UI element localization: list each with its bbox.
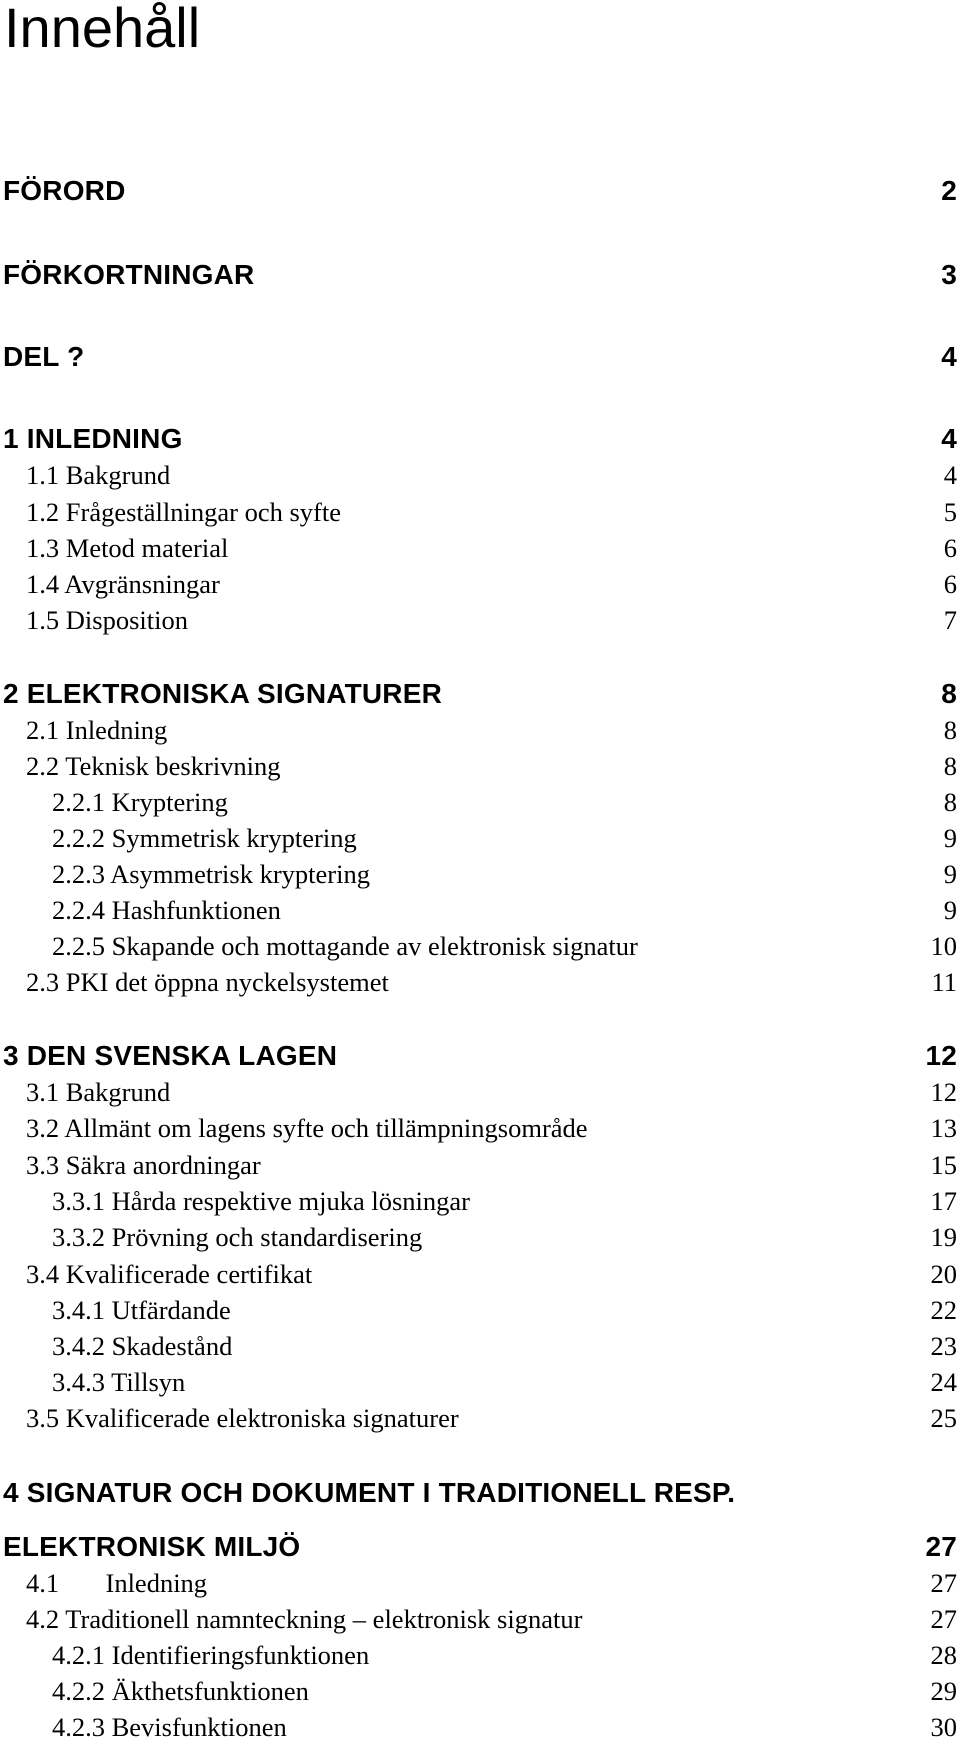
toc-entry-label: 2.2.5 Skapande och mottagande av elektronisk signatur <box>52 931 638 961</box>
toc-entry-page: 12 <box>925 1040 957 1071</box>
toc-entry[interactable] <box>0 748 960 784</box>
page-title: Innehåll <box>4 0 201 59</box>
toc-entry[interactable] <box>0 257 960 293</box>
toc-entry[interactable] <box>0 494 960 530</box>
toc-entry-label: 3.3.2 Prövning och standardisering <box>52 1222 423 1252</box>
toc-entry-label: 2 ELEKTRONISKA SIGNATURER <box>3 678 443 709</box>
toc-entry-page: 15 <box>930 1150 957 1180</box>
toc-entry[interactable] <box>0 892 960 928</box>
toc-entry-page: 9 <box>943 859 957 889</box>
toc-entry-label: 2.2.1 Kryptering <box>52 787 228 817</box>
toc-entry-page: 27 <box>930 1568 957 1598</box>
toc-entry-label: FÖRKORTNINGAR <box>3 259 255 290</box>
toc-entry-page: 6 <box>943 569 957 599</box>
toc-entry-page: 17 <box>930 1186 957 1216</box>
toc-entry-page: 28 <box>930 1640 957 1670</box>
toc-entry-page: 12 <box>930 1077 957 1107</box>
toc-entry[interactable] <box>0 1256 960 1292</box>
toc-entry-page: 4 <box>941 423 957 454</box>
toc-entry-page: 3 <box>941 259 957 290</box>
toc-entry-page: 8 <box>943 715 957 745</box>
toc-entry-label: 2.2.2 Symmetrisk kryptering <box>52 823 357 853</box>
toc-entry[interactable] <box>0 1147 960 1183</box>
toc-entry[interactable] <box>0 1565 960 1601</box>
toc-entry-label: 2.2.3 Asymmetrisk kryptering <box>52 859 370 889</box>
toc-entry[interactable] <box>0 566 960 602</box>
toc-entry-label: 3.4.3 Tillsyn <box>52 1367 186 1397</box>
toc-entry-label: 1.3 Metod material <box>26 533 229 563</box>
toc-entry-label: 2.1 Inledning <box>26 715 168 745</box>
toc-entry-label: ELEKTRONISK MILJÖ <box>3 1531 301 1562</box>
toc-entry-label: 2.3 PKI det öppna nyckelsystemet <box>26 967 389 997</box>
toc-entry-page: 30 <box>930 1712 957 1742</box>
toc-entry[interactable] <box>0 820 960 856</box>
toc-entry-label: DEL ? <box>3 341 85 372</box>
toc-entry-label: 1.4 Avgränsningar <box>26 569 220 599</box>
toc-entry-page: 9 <box>943 823 957 853</box>
toc-entry[interactable] <box>0 1219 960 1255</box>
toc-entry-page: 29 <box>930 1676 957 1706</box>
toc-entry[interactable] <box>0 1328 960 1364</box>
toc-entry[interactable] <box>0 339 960 375</box>
toc-entry[interactable] <box>0 1475 960 1511</box>
toc-entry-page: 5 <box>943 497 957 527</box>
toc-entry-page: 6 <box>943 533 957 563</box>
toc-entry[interactable] <box>0 1364 960 1400</box>
toc-entry[interactable] <box>0 1074 960 1110</box>
toc-entry-page: 11 <box>931 967 957 997</box>
toc-entry[interactable] <box>0 964 960 1000</box>
toc-entry[interactable] <box>0 1529 960 1565</box>
toc-entry[interactable] <box>0 421 960 457</box>
toc-entry[interactable] <box>0 530 960 566</box>
toc-entry[interactable] <box>0 1673 960 1709</box>
toc-entry-page: 19 <box>930 1222 957 1252</box>
toc-entry-label: 1.2 Frågeställningar och syfte <box>26 497 341 527</box>
toc-entry-page: 8 <box>941 678 957 709</box>
toc-entry-label: 3.4.1 Utfärdande <box>52 1295 231 1325</box>
toc-entry-page: 10 <box>930 931 957 961</box>
toc-entry-page: 13 <box>930 1113 957 1143</box>
toc-entry-label: 3.2 Allmänt om lagens syfte och tillämpningsområde <box>26 1113 588 1143</box>
toc-entry[interactable] <box>0 602 960 638</box>
toc-entry[interactable] <box>0 173 960 209</box>
toc-entry[interactable] <box>0 1400 960 1436</box>
toc-entry[interactable] <box>0 1183 960 1219</box>
toc-entry[interactable] <box>0 784 960 820</box>
toc-entry-label: 4.1 Inledning <box>26 1568 208 1598</box>
toc-entry-label: 1.5 Disposition <box>26 605 188 635</box>
toc-entry-label: 3.3 Säkra anordningar <box>26 1150 261 1180</box>
toc-entry-label: 2.2.4 Hashfunktionen <box>52 895 281 925</box>
toc-entry[interactable] <box>0 1637 960 1673</box>
toc-entry-page: 25 <box>930 1403 957 1433</box>
toc-entry-page: 7 <box>943 605 957 635</box>
toc-entry-page: 2 <box>941 175 957 206</box>
toc-entry-label: 4.2.1 Identifieringsfunktionen <box>52 1640 370 1670</box>
toc-entry-page: 22 <box>930 1295 957 1325</box>
toc-entry[interactable] <box>0 676 960 712</box>
toc-entry-page: 27 <box>925 1531 957 1562</box>
toc-entry-label: 4 SIGNATUR OCH DOKUMENT I TRADITIONELL RESP. <box>3 1477 736 1508</box>
toc-entry-page: 24 <box>930 1367 957 1397</box>
toc-entry-label: 2.2 Teknisk beskrivning <box>26 751 281 781</box>
toc-entry-label: 4.2.3 Bevisfunktionen <box>52 1712 287 1742</box>
toc-entry[interactable] <box>0 1110 960 1146</box>
toc-entry-page: 20 <box>930 1259 957 1289</box>
toc-entry[interactable] <box>0 457 960 493</box>
toc-entry[interactable] <box>0 856 960 892</box>
toc-entry-label: 3.4.2 Skadestånd <box>52 1331 233 1361</box>
toc-entry-label: 3.4 Kvalificerade certifikat <box>26 1259 313 1289</box>
toc-entry-page: 23 <box>930 1331 957 1361</box>
toc-entry-page: 4 <box>941 341 957 372</box>
toc-entry-label: FÖRORD <box>3 175 126 206</box>
toc-entry-label: 3.1 Bakgrund <box>26 1077 171 1107</box>
toc-entry[interactable] <box>0 928 960 964</box>
toc-entry-label: 3.5 Kvalificerade elektroniska signaturer <box>26 1403 459 1433</box>
toc-entry[interactable] <box>0 1601 960 1637</box>
toc-entry[interactable] <box>0 1292 960 1328</box>
toc-entry-page: 8 <box>943 751 957 781</box>
toc-entry-label: 1.1 Bakgrund <box>26 460 171 490</box>
toc-entry-page: 4 <box>943 460 957 490</box>
toc-entry[interactable] <box>0 712 960 748</box>
toc-entry-label: 4.2 Traditionell namnteckning – elektronisk signatur <box>26 1604 583 1634</box>
toc-entry[interactable] <box>0 1038 960 1074</box>
toc-entry-page: 27 <box>930 1604 957 1634</box>
toc-entry[interactable] <box>0 1709 960 1745</box>
toc-entry-label: 3.3.1 Hårda respektive mjuka lösningar <box>52 1186 470 1216</box>
toc-entry-label: 3 DEN SVENSKA LAGEN <box>3 1040 338 1071</box>
toc-entry-page: 9 <box>943 895 957 925</box>
toc-entry-label: 4.2.2 Äkthetsfunktionen <box>52 1676 309 1706</box>
toc-entry-label: 1 INLEDNING <box>3 423 183 454</box>
toc-entry-page: 8 <box>943 787 957 817</box>
